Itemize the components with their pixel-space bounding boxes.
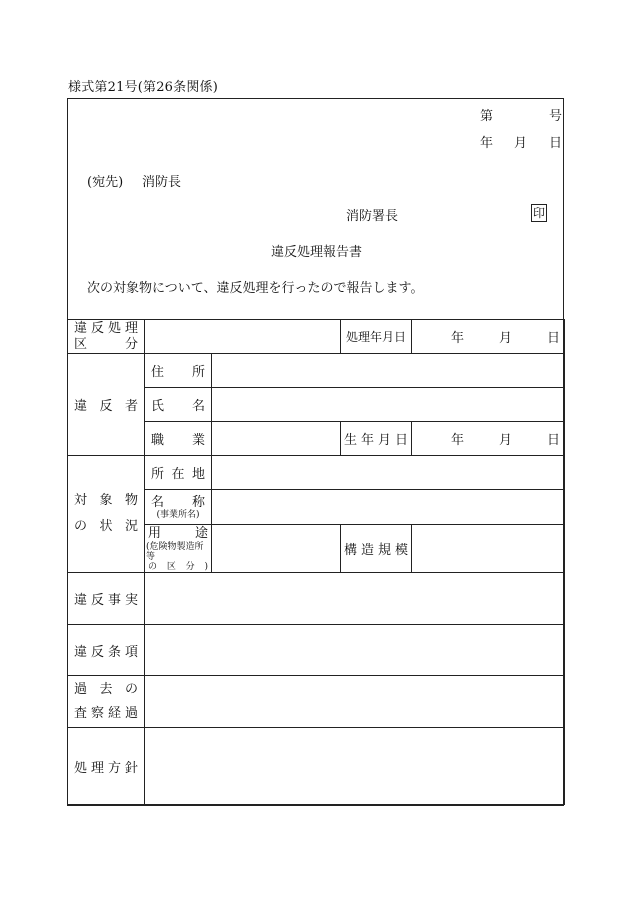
sender: 消防署長 <box>346 209 399 224</box>
header-month: 月 <box>514 136 528 151</box>
violation-clause-label: 違反条項 <box>68 625 145 676</box>
inspection-history-top: 過去の <box>74 681 138 697</box>
property-name-text: 名称 <box>151 494 205 510</box>
disposal-category-label <box>68 320 145 354</box>
location-label: 所在地 <box>145 456 212 490</box>
violation-facts-field[interactable] <box>145 573 565 625</box>
use-label <box>145 525 212 573</box>
header-day: 日 <box>549 136 563 151</box>
property-name-sub: (事業所名) <box>156 509 200 520</box>
seal-mark: 印 <box>532 206 545 220</box>
date-year: 年 <box>450 331 464 346</box>
inspection-history-bottom: 査察経過 <box>74 705 138 721</box>
inspection-history-field[interactable] <box>145 676 565 728</box>
number-suffix: 号 <box>549 109 563 124</box>
use-field[interactable] <box>212 525 341 573</box>
structure-label: 構造規模 <box>341 525 412 573</box>
disposal-policy-field[interactable] <box>145 728 565 805</box>
violation-clause-field[interactable] <box>145 625 565 676</box>
violator-label: 違反者 <box>68 354 145 456</box>
table-row <box>68 676 565 728</box>
name-label: 氏名 <box>145 388 212 422</box>
table-row <box>68 573 565 625</box>
location-field[interactable] <box>212 456 565 490</box>
addressee-label: (宛先) <box>87 175 124 190</box>
use-sub2: の区分) <box>148 561 208 572</box>
date-day: 日 <box>546 331 560 346</box>
date-month: 月 <box>498 331 512 346</box>
table-row <box>68 625 565 676</box>
address-label: 住所 <box>145 354 212 388</box>
report-header <box>68 99 563 319</box>
disposal-category-top: 違反処理 <box>74 320 138 336</box>
disposal-category-field[interactable] <box>145 320 341 354</box>
property-status-top: 対象物 <box>74 493 138 508</box>
occupation-label: 職業 <box>145 422 212 456</box>
table-row <box>68 354 565 388</box>
table-row <box>68 456 565 490</box>
report-table <box>67 319 565 805</box>
inspection-history-label <box>68 676 145 728</box>
property-name-field[interactable] <box>212 490 565 525</box>
property-name-label <box>145 490 212 525</box>
violation-facts-label: 違反事実 <box>68 573 145 625</box>
name-field[interactable] <box>212 388 565 422</box>
birth-date-label: 生年月日 <box>341 422 412 456</box>
table-row <box>68 728 565 805</box>
form-number: 様式第21号(第26条関係) <box>68 80 219 95</box>
disposal-date-field[interactable] <box>412 320 565 354</box>
date-day: 日 <box>546 433 560 448</box>
addressee: 消防長 <box>142 175 182 190</box>
address-field[interactable] <box>212 354 565 388</box>
report-title: 違反処理報告書 <box>271 245 363 260</box>
structure-field[interactable] <box>412 525 565 573</box>
date-year: 年 <box>450 433 464 448</box>
use-text: 用途 <box>148 525 208 541</box>
property-status-label <box>68 456 145 573</box>
number-prefix: 第 <box>480 109 494 124</box>
birth-date-field[interactable] <box>412 422 565 456</box>
report-sheet <box>67 98 564 806</box>
disposal-date-label: 処理年月日 <box>341 320 412 354</box>
header-year: 年 <box>480 136 494 151</box>
table-row <box>68 320 565 354</box>
date-month: 月 <box>498 433 512 448</box>
report-statement: 次の対象物について、違反処理を行ったので報告します。 <box>87 281 424 296</box>
disposal-category-bottom: 区分 <box>74 336 138 352</box>
use-sub1: (危険物製造所等 <box>146 541 204 562</box>
property-status-bottom: の状況 <box>74 519 138 534</box>
disposal-policy-label: 処理方針 <box>68 728 145 805</box>
occupation-field[interactable] <box>212 422 341 456</box>
